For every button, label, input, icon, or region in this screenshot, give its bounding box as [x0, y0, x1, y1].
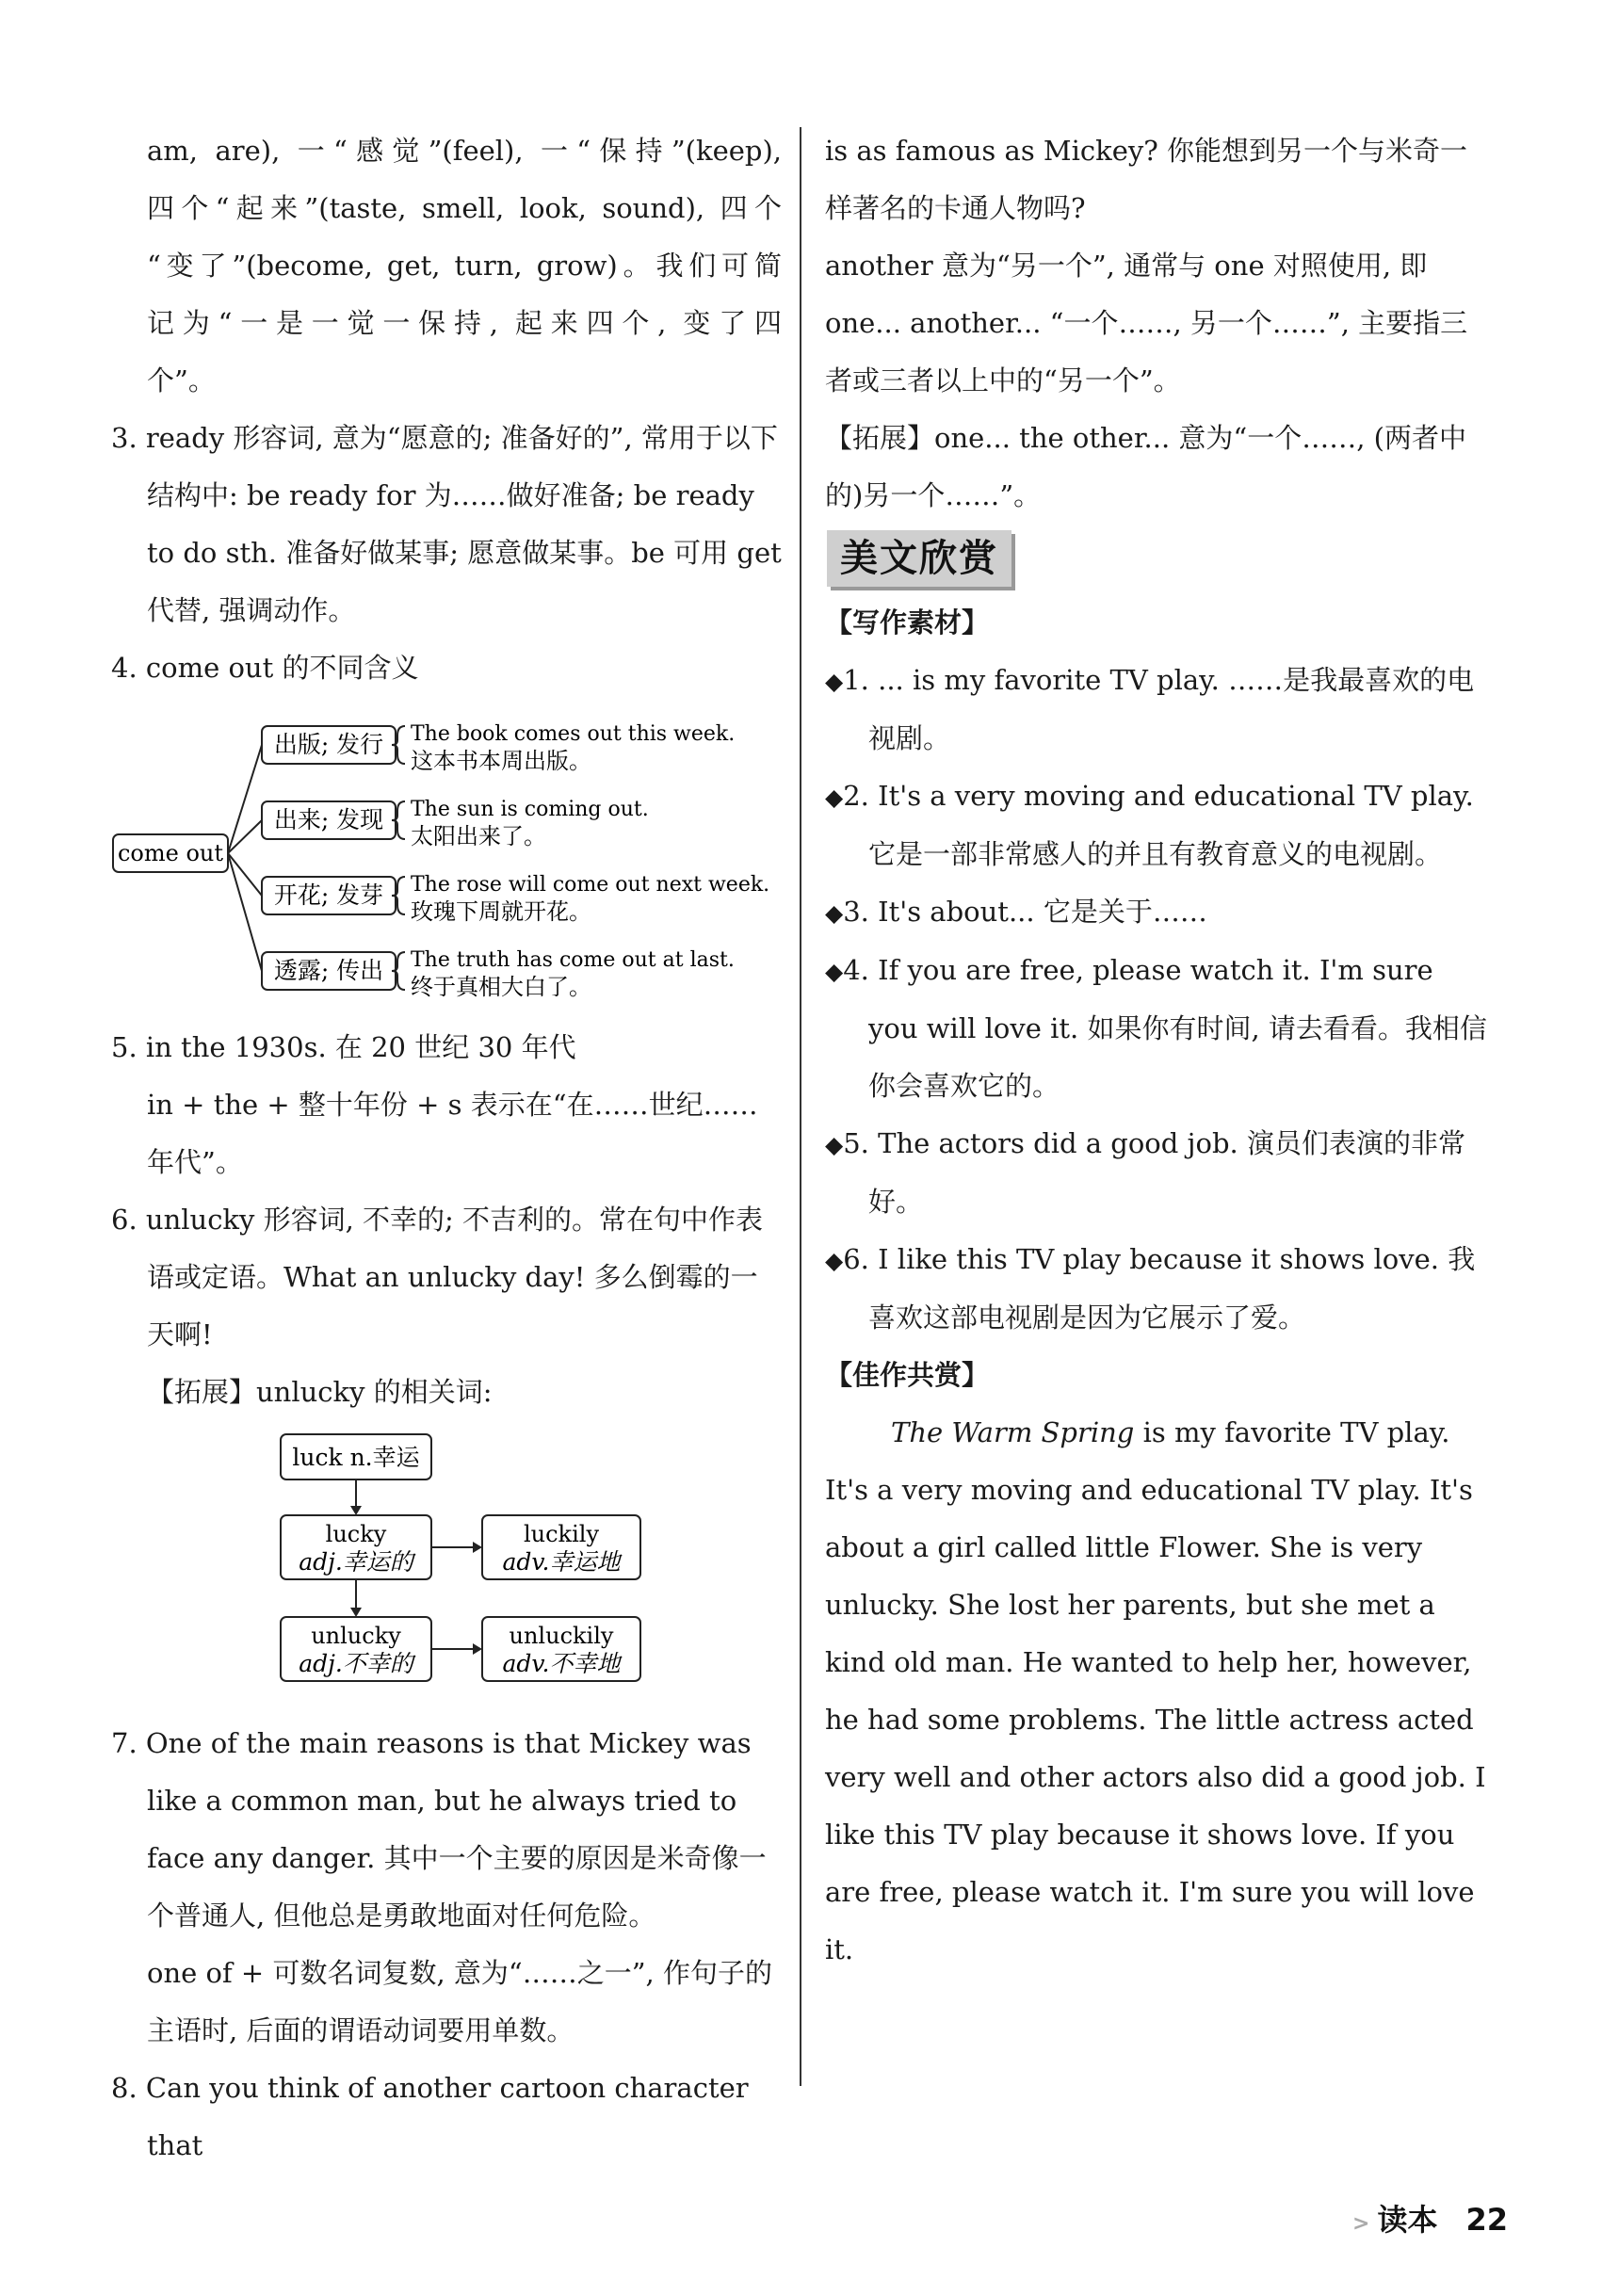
verb-note-line-5: 个”。	[147, 364, 216, 396]
writing-materials-heading: 【写作素材】	[825, 606, 990, 639]
verb-note-line-1: am, are), 一“感觉”(feel), 一“保持”(keep),	[147, 135, 782, 167]
diamond-bullet-icon: ◆	[825, 958, 844, 985]
unlucky-zh: adj.不幸的	[299, 1650, 413, 1677]
item-8-continued: is as famous as Mickey? 你能想到另一个与米奇一样著名的卡通人物吗?	[825, 135, 1468, 224]
essay-title: The Warm Spring	[891, 1416, 1135, 1448]
branch-label: 透露; 传出	[273, 957, 384, 984]
right-column	[825, 122, 1489, 1979]
material-item: ◆3. It's about... 它是关于……	[825, 896, 1207, 928]
arrowhead	[473, 1643, 482, 1655]
model-essay	[825, 1404, 1489, 1979]
material-item: ◆6. I like this TV play because it shows love. 我喜欢这部电视剧是因为它展示了爱。	[825, 1243, 1476, 1334]
luckily-en: luckily	[523, 1521, 600, 1547]
luck-word-family-diagram	[111, 1427, 782, 1709]
item-3-ready: 3. ready 形容词, 意为“愿意的; 准备好的”, 常用于以下结构中: be ready for 为……做好准备; be ready to do sth. 准备好做某事; 愿意做某事。be 可用 get 代替, 强调动作。	[111, 422, 782, 626]
branch-example-en: The truth has come out at last.	[411, 948, 735, 972]
unlucky-en: unlucky	[311, 1623, 401, 1649]
another-explanation: another 意为“另一个”, 通常与 one 对照使用, 即 one... another... “一个……, 另一个……”, 主要指三者或三者以上中的“另一个”。	[825, 250, 1468, 396]
branch-reveal	[262, 948, 735, 1000]
come-out-root-label: come out	[117, 840, 224, 866]
luckily-zh: adv.幸运地	[502, 1548, 621, 1576]
branch-line-3	[228, 853, 262, 896]
material-item: ◆1. ... is my favorite TV play. ……是我最喜欢的电视剧。	[825, 664, 1475, 754]
material-item: ◆4. If you are free, please watch it. I'm sure you will love it. 如果你有时间, 请去看看。我相信你会喜欢它的。	[825, 954, 1487, 1102]
branch-bloom	[262, 873, 769, 925]
branch-example-zh: 玫瑰下周就开花。	[411, 898, 591, 925]
verb-note-line-3: “变了”(become, get, turn, grow)。我们可简	[147, 250, 782, 282]
lucky-zh: adj.幸运的	[299, 1548, 413, 1576]
diamond-bullet-icon: ◆	[825, 784, 844, 811]
arrowhead	[473, 1542, 482, 1553]
diamond-bullet-icon: ◆	[825, 1247, 844, 1274]
material-item: ◆2. It's a very moving and educational TV play. 它是一部非常感人的并且有教育意义的电视剧。	[825, 780, 1474, 870]
essay-body: is my favorite TV play. It's a very moving and educational TV play. It's about a girl called little Flower. She is very unlucky. She lost her parents, but she met a kind old man. He wanted to help her, however, he had some problems. The little actress acted very well and other actors also did a good job. I like this TV play because it shows love. If you are free, please watch it. I'm sure you will love it.	[825, 1416, 1486, 1965]
branch-come-out-appear	[262, 798, 649, 849]
branch-publish	[262, 722, 735, 774]
verb-note-line-2: 四个“起来”(taste, smell, look, sound), 四个	[147, 192, 782, 224]
column-divider	[800, 127, 801, 2086]
item-7-explanation: one of + 可数名词复数, 意为“……之一”, 作句子的主语时, 后面的谓语动词要用单数。	[147, 1957, 772, 2046]
luck-noun-label: luck n.幸运	[292, 1444, 420, 1471]
footer-label: 读本	[1377, 2202, 1438, 2238]
section-banner: 美文欣赏	[827, 530, 1011, 587]
one-the-other-extension: 【拓展】one... the other... 意为“一个……, (两者中的)另一个……”。	[825, 422, 1466, 511]
page-number: 22	[1465, 2202, 1508, 2238]
left-column	[111, 122, 782, 2175]
item-8-another: 8. Can you think of another cartoon character that	[111, 2072, 749, 2161]
unluckily-en: unluckily	[509, 1623, 614, 1649]
branch-example-zh: 终于真相大白了。	[411, 974, 591, 1000]
arrowhead	[350, 1608, 362, 1617]
verb-note-line-4: 记为“一是一觉一保持, 起来四个, 变了四	[147, 307, 782, 339]
material-item: ◆5. The actors did a good job. 演员们表演的非常好。	[825, 1127, 1465, 1218]
item-4-come-out: 4. come out 的不同含义	[111, 652, 419, 684]
model-essay-heading: 【佳作共赏】	[825, 1359, 990, 1391]
lucky-en: lucky	[325, 1521, 387, 1547]
diamond-bullet-icon: ◆	[825, 668, 844, 695]
item-5-1930s: 5. in the 1930s. 在 20 世纪 30 年代	[111, 1031, 576, 1063]
item-6-extension: 【拓展】unlucky 的相关词:	[147, 1376, 493, 1408]
branch-example-en: The book comes out this week.	[411, 722, 736, 746]
chevron-right-icon: >	[1352, 2212, 1370, 2236]
branch-example-zh: 太阳出来了。	[411, 823, 546, 849]
item-5-explanation: in + the + 整十年份 + s 表示在“在……世纪……年代”。	[147, 1089, 758, 1178]
diamond-bullet-icon: ◆	[825, 1131, 844, 1158]
branch-line-4	[228, 853, 262, 971]
arrowhead	[350, 1506, 362, 1515]
branch-label: 开花; 发芽	[273, 881, 384, 909]
diamond-bullet-icon: ◆	[825, 899, 844, 927]
branch-example-en: The rose will come out next week.	[411, 873, 770, 897]
branch-example-zh: 这本书本周出版。	[411, 748, 591, 774]
unluckily-zh: adv.不幸地	[502, 1650, 621, 1677]
branch-label: 出版; 发行	[273, 731, 384, 758]
branch-example-en: The sun is coming out.	[411, 798, 649, 821]
come-out-diagram	[111, 703, 782, 1013]
item-6-unlucky: 6. unlucky 形容词, 不幸的; 不吉利的。常在句中作表语或定语。What an unlucky day! 多么倒霉的一天啊!	[111, 1204, 764, 1350]
branch-label: 出来; 发现	[273, 806, 384, 833]
page-footer	[1352, 2196, 1508, 2239]
item-7-mickey: 7. One of the main reasons is that Mickey was like a common man, but he always tried to face any danger. 其中一个主要的原因是米奇像一个普通人, 但他总是勇敢地面对任何危险。	[111, 1727, 767, 1932]
